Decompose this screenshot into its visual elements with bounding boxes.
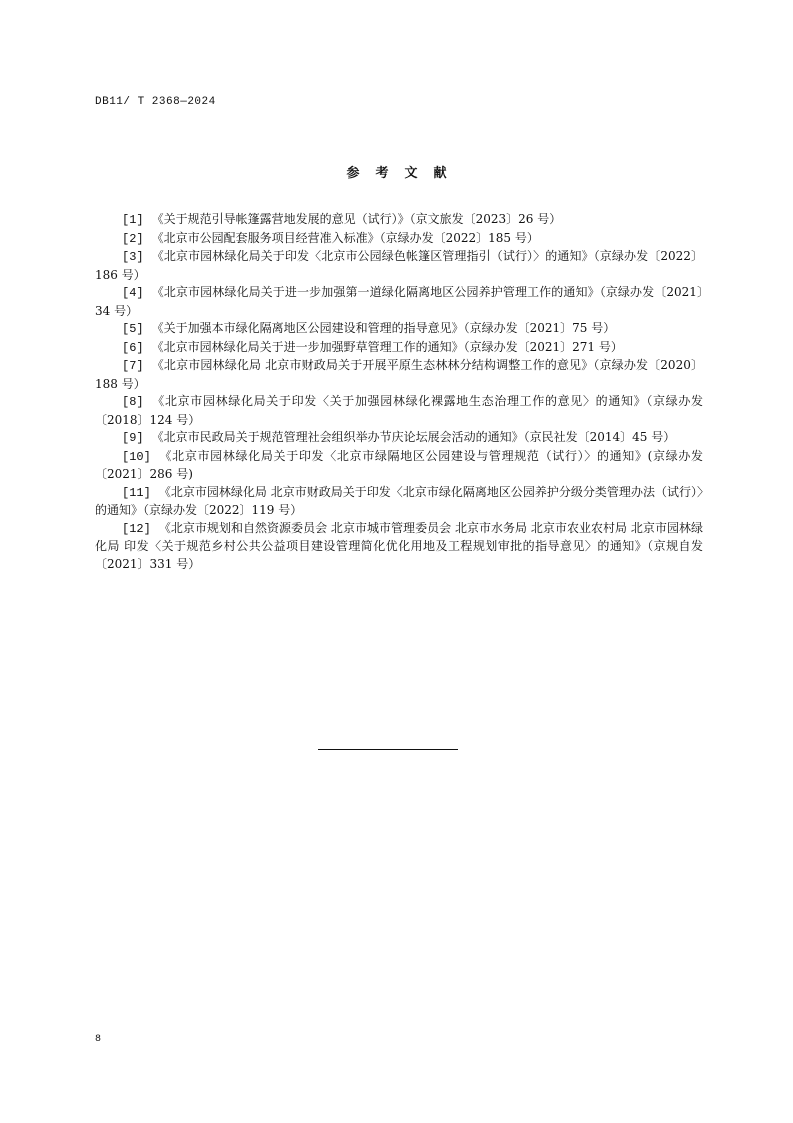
reference-text: 《北京市园林绿化局 北京市财政局关于开展平原生态林林分结构调整工作的意见》（京绿办发〔2020〕188 号） — [95, 358, 703, 391]
reference-text: 《北京市园林绿化局关于印发〈北京市绿隔地区公园建设与管理规范（试行）〉的通知》(京绿办发〔2021〕286 号) — [95, 448, 703, 481]
reference-text: 《北京市民政局关于规范管理社会组织举办节庆论坛展会活动的通知》（京民社发〔2014〕45 号） — [151, 430, 676, 444]
section-title: 参考文献 — [346, 166, 463, 181]
reference-item — [95, 393, 703, 429]
reference-number: [10] — [122, 449, 151, 464]
reference-number: [1] — [122, 213, 144, 227]
reference-item — [95, 211, 703, 230]
end-divider — [318, 749, 458, 750]
reference-text: 《北京市园林绿化局关于进一步加强第一道绿化隔离地区公园养护管理工作的通知》（京绿办发〔2021〕34 号） — [95, 285, 703, 318]
reference-item — [95, 484, 703, 520]
reference-number: [12] — [122, 521, 151, 536]
reference-text: 《北京市公园配套服务项目经营准入标准》（京绿办发〔2022〕185 号） — [151, 230, 539, 245]
reference-number: [5] — [122, 322, 144, 336]
reference-list — [95, 211, 703, 573]
reference-item — [95, 320, 703, 339]
reference-number: [2] — [122, 231, 144, 246]
reference-item — [95, 339, 703, 358]
reference-item — [95, 284, 703, 320]
reference-item — [95, 230, 703, 249]
reference-text: 《北京市园林绿化局关于进一步加强野草管理工作的通知》（京绿办发〔2021〕271 号） — [151, 339, 623, 354]
reference-text: 《关于规范引导帐篷露营地发展的意见（试行）》（京文旅发〔2023〕26 号） — [151, 212, 562, 226]
reference-number: [4] — [122, 286, 144, 300]
reference-text: 《北京市园林绿化局 北京市财政局关于印发〈北京市绿化隔离地区公园养护分级分类管理办法（试行）〉的通知》（京绿办发〔2022〕119 号） — [95, 484, 703, 517]
page-number: 8 — [95, 1034, 102, 1045]
standard-code: DB11/ T 2368—2024 — [95, 96, 216, 108]
reference-number: [11] — [122, 485, 151, 500]
reference-item — [95, 520, 703, 574]
reference-item — [95, 357, 703, 393]
reference-number: [6] — [122, 340, 144, 355]
reference-number: [9] — [122, 431, 144, 445]
reference-item — [95, 248, 703, 284]
reference-number: [7] — [122, 359, 144, 373]
reference-text: 《北京市规划和自然资源委员会 北京市城市管理委员会 北京市水务局 北京市农业农村局 北京市园林绿化局 印发〈关于规范乡村公共公益项目建设管理简化优化用地及工程规划审批的指导意见〉的通知》（京规自发〔2021〕331 号） — [95, 520, 703, 571]
reference-number: [3] — [122, 250, 144, 264]
reference-number: [8] — [122, 395, 144, 409]
reference-item — [95, 429, 703, 448]
reference-text: 《北京市园林绿化局关于印发〈关于加强园林绿化裸露地生态治理工作的意见〉的通知》（京绿办发〔2018〕124 号） — [95, 394, 703, 427]
reference-text: 《北京市园林绿化局关于印发〈北京市公园绿色帐篷区管理指引（试行）〉的通知》（京绿办发〔2022〕186 号） — [95, 249, 703, 282]
reference-text: 《关于加强本市绿化隔离地区公园建设和管理的指导意见》（京绿办发〔2021〕75 号） — [151, 321, 616, 335]
reference-item — [95, 448, 703, 484]
